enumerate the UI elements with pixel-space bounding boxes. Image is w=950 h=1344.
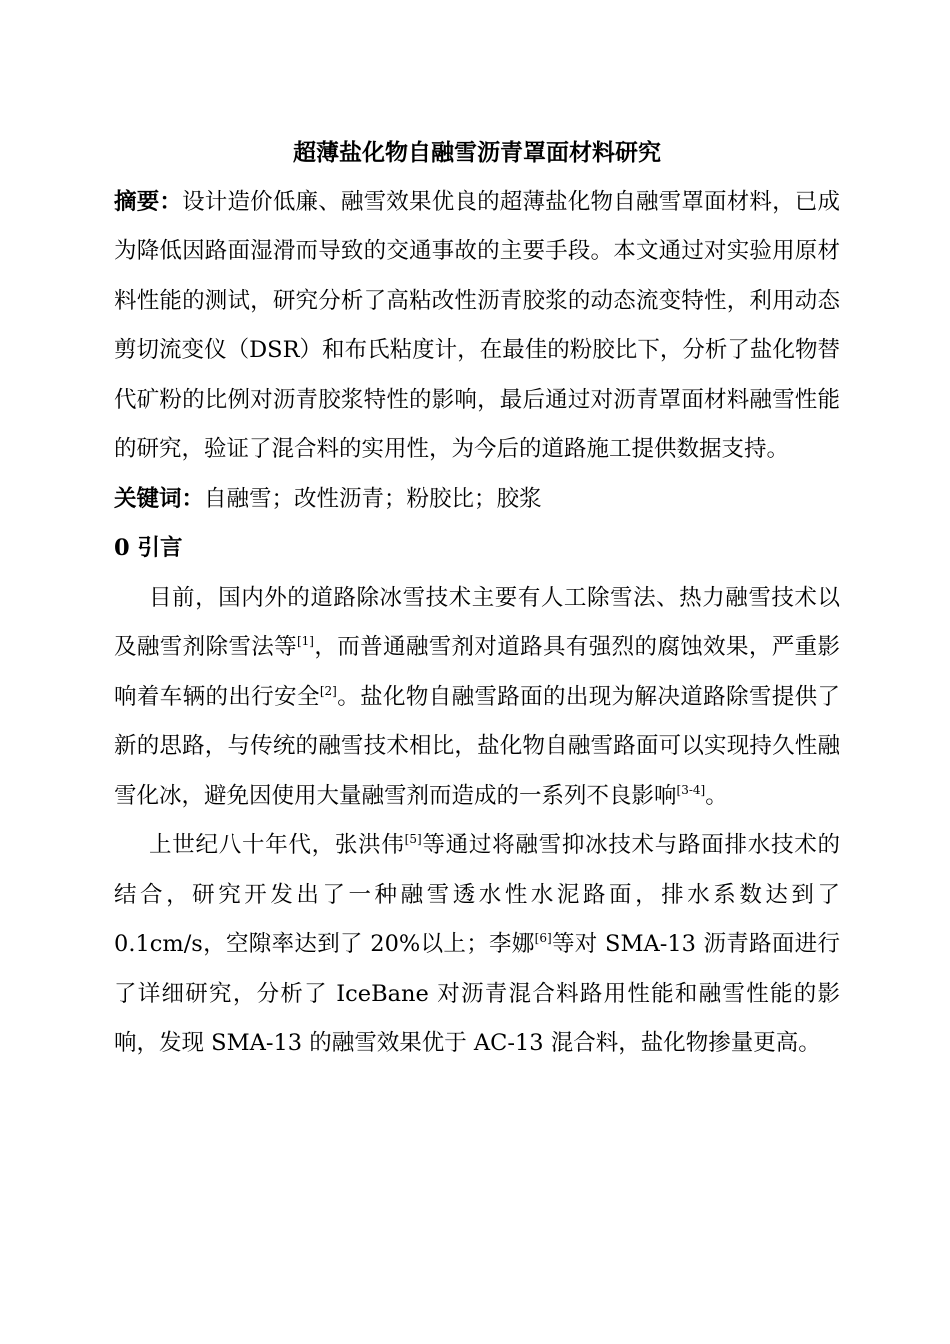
intro-paragraph-2: [114, 821, 840, 1069]
paragraph-text: 等对 SMA-13 沥青路面进行了详细研究，分析了 IceBane 对沥青混合料路用性能和融雪性能的影响，发现 SMA-13 的融雪效果优于 AC-13 混合料，盐化物掺量更高。: [114, 931, 840, 1056]
keywords-label: 关键词：: [114, 485, 205, 512]
citation-ref: [5]: [404, 832, 422, 846]
paper-title: 超薄盐化物自融雪沥青罩面材料研究: [293, 139, 661, 166]
keywords: [114, 475, 840, 525]
paragraph-text: 。: [705, 782, 728, 809]
citation-ref: [3-4]: [676, 782, 706, 797]
paragraph-text: 等通过将融雪抑冰技术与路面排水技术的结合，研究开发出了一种融雪透水性水泥路面，排水系数达到了 0.1cm/s，空隙率达到了 20%以上；李娜: [114, 832, 840, 957]
document-page: [114, 128, 840, 1069]
abstract-label: 摘要：: [114, 188, 183, 215]
section-heading: [114, 524, 840, 574]
abstract-text: 设计造价低廉、融雪效果优良的超薄盐化物自融雪罩面材料，已成为降低因路面湿滑而导致的交通事故的主要手段。本文通过对实验用原材料性能的测试，研究分析了高粘改性沥青胶浆的动态流变特性，利用动态剪切流变仪（DSR）和布氏粘度计，在最佳的粉胶比下，分析了盐化物替代矿粉的比例对沥青胶浆特性的影响，最后通过对沥青罩面材料融雪性能的研究，验证了混合料的实用性，为今后的道路施工提供数据支持。: [114, 188, 840, 462]
abstract: [114, 178, 840, 475]
paragraph-text: 目前，国内外的道路除冰雪技术主要有人工除雪法、热力融雪技术以及融雪剂除雪法等: [114, 584, 840, 660]
paragraph-text: ，而普通融雪剂对道路具有强烈的腐蚀效果，严重影响着车辆的出行安全: [114, 634, 840, 710]
citation-ref: [2]: [319, 683, 337, 698]
paragraph-text: 上世纪八十年代，张洪伟: [149, 832, 405, 858]
citation-ref: [1]: [296, 634, 314, 648]
citation-ref: [6]: [534, 931, 552, 945]
section-title: 引言: [137, 535, 183, 561]
section-number: 0: [114, 535, 130, 561]
paragraph-text: 。盐化物自融雪路面的出现为解决道路除雪提供了新的思路，与传统的融雪技术相比，盐化物自融雪路面可以实现持久性融雪化冰，避免因使用大量融雪剂而造成的一系列不良影响: [114, 683, 840, 809]
keywords-text: 自融雪；改性沥青；粉胶比；胶浆: [204, 485, 542, 512]
intro-paragraph-1: [114, 574, 840, 822]
